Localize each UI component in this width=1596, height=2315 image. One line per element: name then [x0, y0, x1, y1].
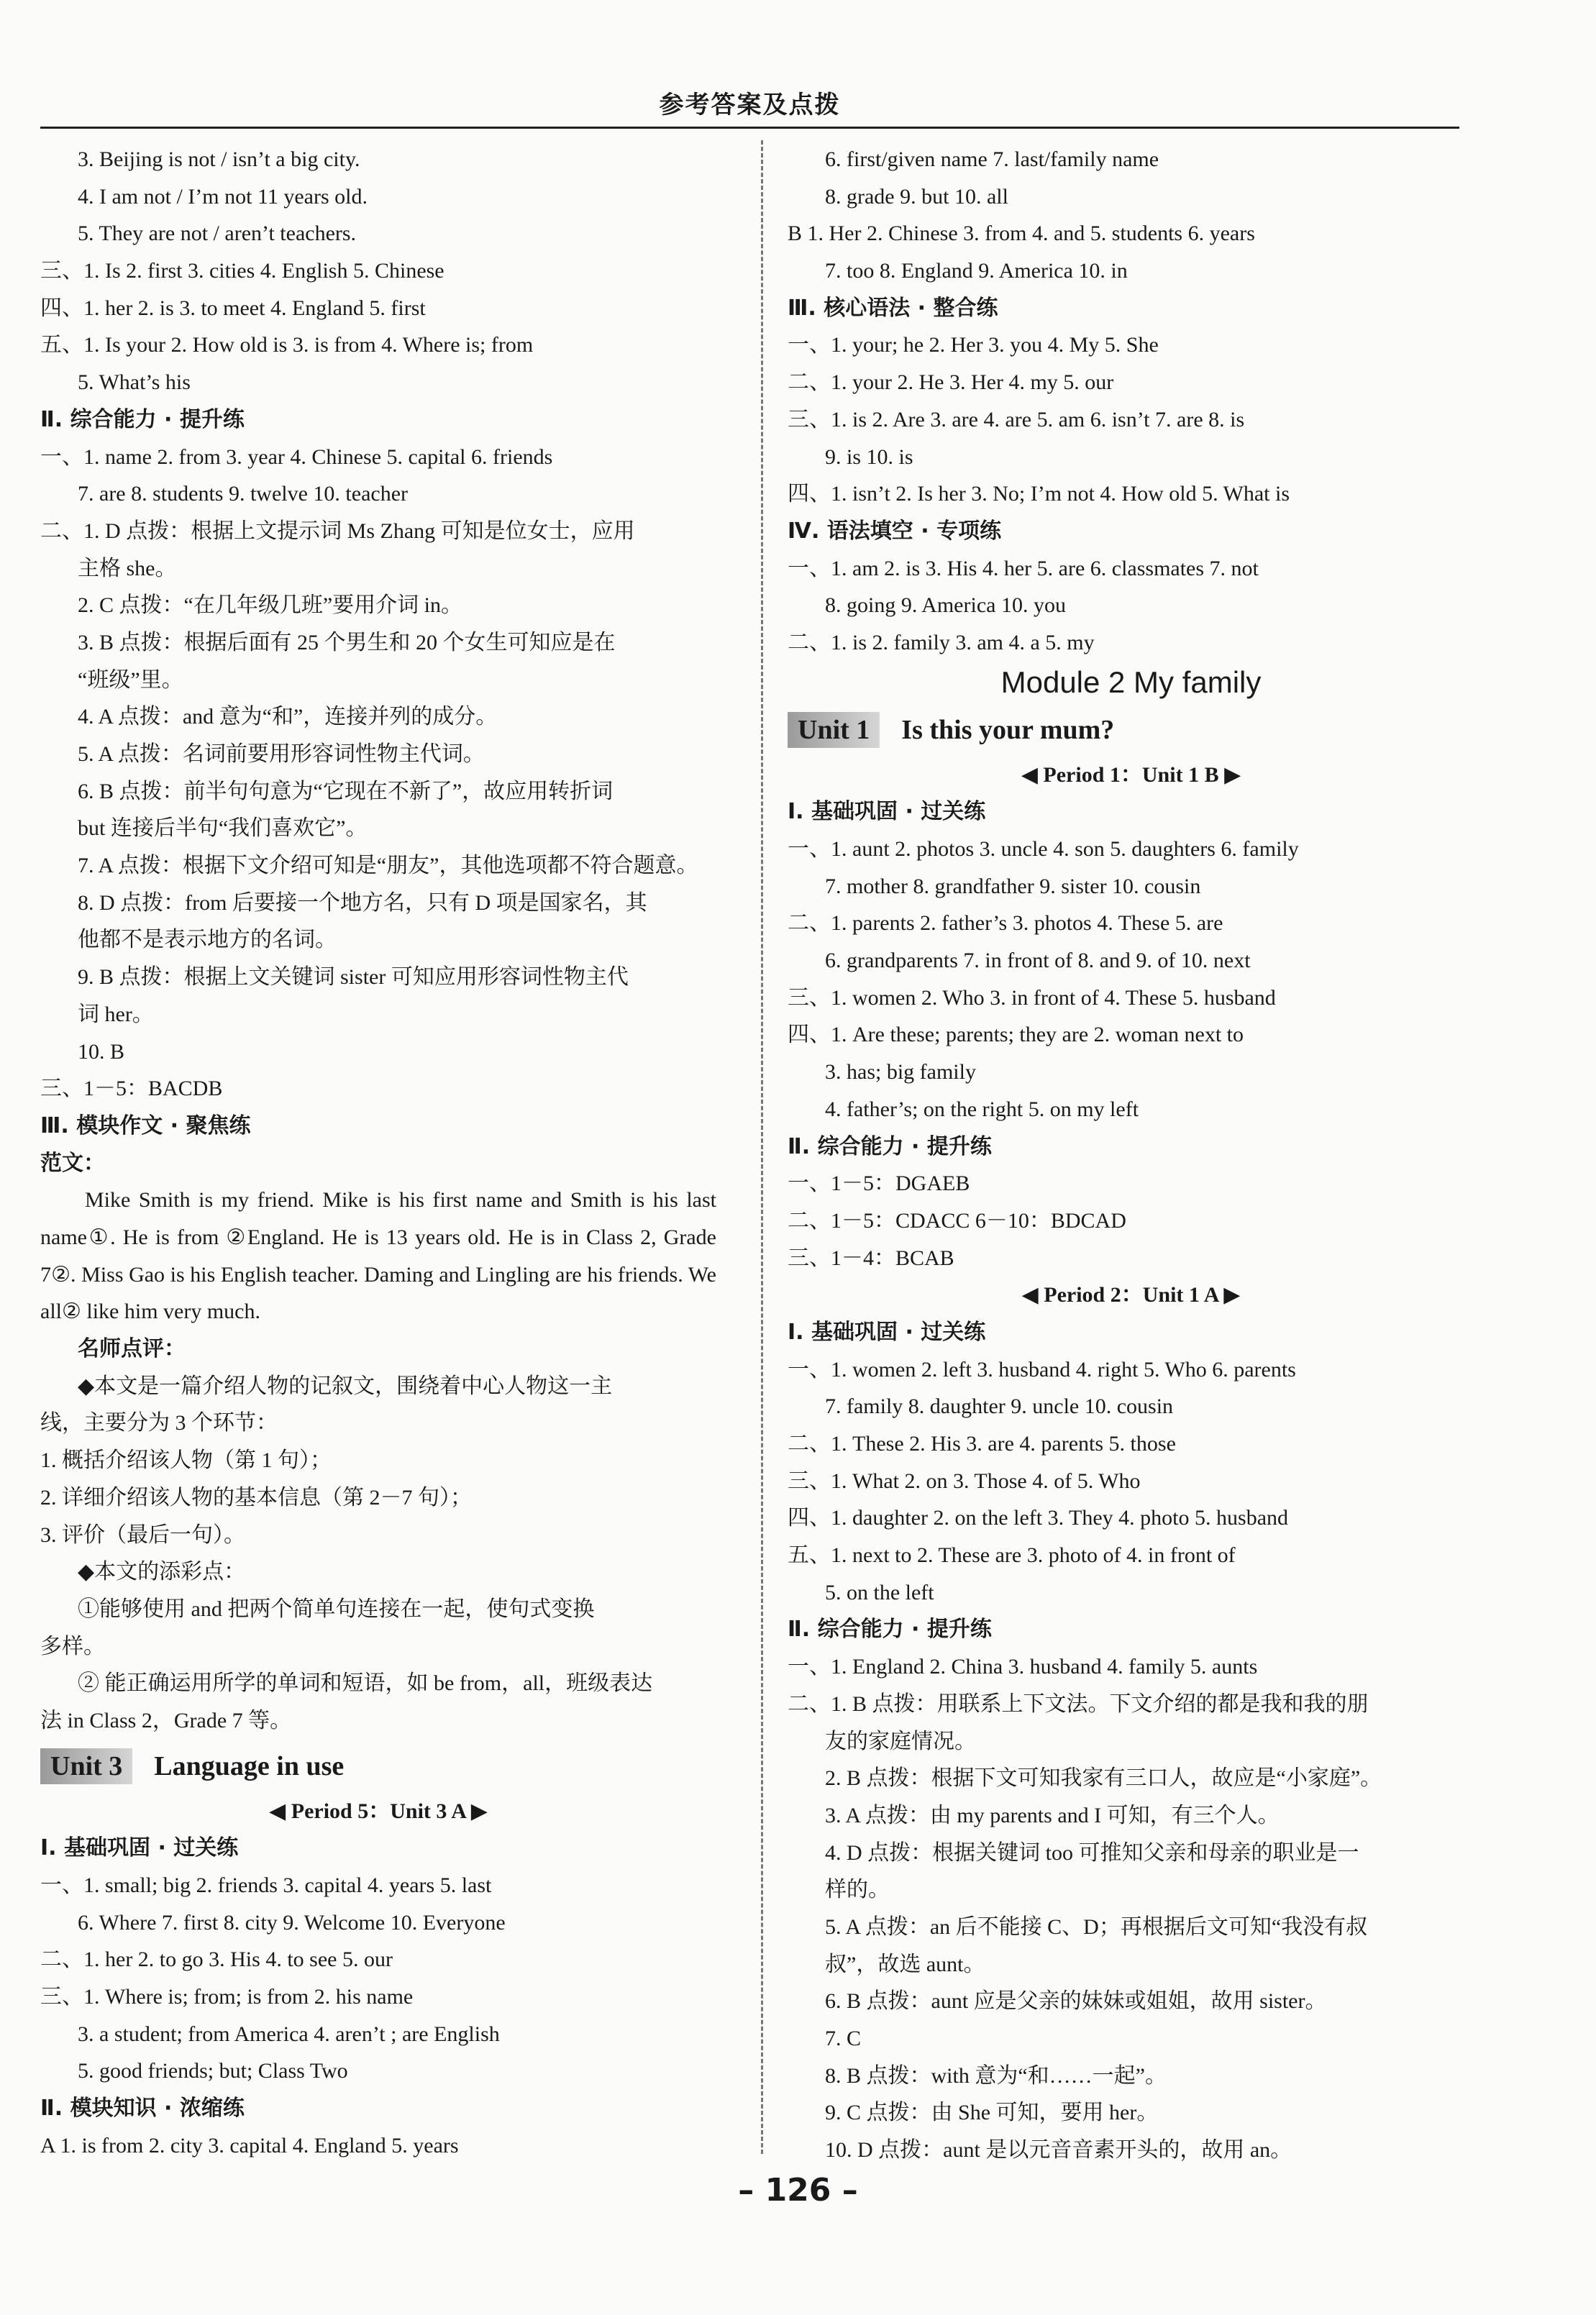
right2-line: 二、1. B 点拨：用联系上下文法。下文介绍的都是我和我的朋	[788, 1691, 1369, 1716]
left-line: 6. B 点拨：前半句句意为“它现在不新了”，故应用转折词	[78, 779, 614, 803]
right-line: Ⅳ. 语法填空 · 专项练	[788, 518, 1002, 544]
right2-line: ◀ Period 1：Unit 1 B ▶	[1021, 762, 1241, 787]
right-line: 6. first/given name 7. last/family name	[825, 147, 1159, 171]
unit3-heading	[40, 1740, 716, 1793]
left-line: 9. B 点拨：根据上文关键词 sister 可知应用形容词性物主代	[78, 965, 629, 990]
right2-line: 7. family 8. daughter 9. uncle 10. cousin	[825, 1394, 1174, 1419]
left-line: 五、1. Is your 2. How old is 3. is from 4. Where is; from	[40, 333, 534, 357]
page-header	[40, 85, 1459, 129]
left2-line: ◆本文是一篇介绍人物的记叙文，围绕着中心人物这一主	[78, 1374, 613, 1398]
left-line: 5. They are not / aren’t teachers.	[78, 222, 357, 246]
right2-line: 二、1. These 2. His 3. are 4. parents 5. those	[788, 1432, 1176, 1456]
right2-line: 4. D 点拨：根据关键词 too 可推知父亲和母亲的职业是一	[825, 1840, 1359, 1865]
right2-line: 三、1－4：BCAB	[788, 1246, 954, 1270]
left-block-2	[40, 1330, 716, 1740]
right2-line: 3. A 点拨：由 my parents and I 可知，有三个人。	[825, 1803, 1280, 1827]
left2-line: ①能够使用 and 把两个简单句连接在一起，使句式变换	[78, 1597, 595, 1621]
right2-line: 7. C	[825, 2027, 862, 2050]
right-line: 7. too 8. England 9. America 10. in	[825, 259, 1128, 283]
left-line: Ⅲ. 模块作文 · 聚焦练	[40, 1113, 251, 1138]
left-line: 二、1. D 点拨：根据上文提示词 Ms Zhang 可知是位女士，应用	[40, 519, 635, 543]
left-block-1	[40, 141, 716, 1182]
left-column	[40, 141, 716, 2165]
left2-line: 1. 概括介绍该人物（第 1 句）；	[40, 1448, 332, 1473]
right2-line: 6. grandparents 7. in front of 8. and 9. of 10. next	[825, 949, 1251, 973]
right2-line: 三、1. What 2. on 3. Those 4. of 5. Who	[788, 1469, 1141, 1493]
left-line: 7. are 8. students 9. twelve 10. teacher	[78, 482, 409, 506]
left3-line: 三、1. Where is; from; is from 2. his name	[40, 1985, 414, 2009]
unit-title: Is this your mum?	[901, 714, 1115, 745]
right-line: 8. going 9. America 10. you	[825, 593, 1066, 618]
right-block-1	[788, 141, 1474, 662]
left-line: 三、1. Is 2. first 3. cities 4. English 5. Chinese	[40, 259, 444, 283]
left2-line: 3. 评价（最后一句）。	[40, 1522, 245, 1547]
right-line: 8. grade 9. but 10. all	[825, 184, 1008, 209]
right2-line: Ⅰ. 基础巩固 · 过关练	[788, 799, 986, 825]
right2-line: Ⅱ. 综合能力 · 提升练	[788, 1617, 992, 1643]
left-line: 四、1. her 2. is 3. to meet 4. England 5. first	[40, 296, 426, 320]
right-line: 一、1. am 2. is 3. His 4. her 5. are 6. classmates 7. not	[788, 556, 1259, 580]
left-line: “班级”里。	[78, 667, 183, 692]
right2-line: 二、1. parents 2. father’s 3. photos 4. These 5. are	[788, 911, 1223, 936]
right2-line: 友的家庭情况。	[825, 1729, 976, 1753]
left2-line: 线，主要分为 3 个环节：	[40, 1411, 278, 1435]
right-line: 一、1. your; he 2. Her 3. you 4. My 5. She	[788, 333, 1159, 357]
left-line: 8. D 点拨：from 后要接一个地方名，只有 D 项是国家名，其	[78, 890, 647, 915]
right2-line: 2. B 点拨：根据下文可知我家有三口人，故应是“小家庭”。	[825, 1766, 1382, 1791]
page-number: – 126 –	[738, 2172, 858, 2209]
left-line: 3. Beijing is not / isn’t a big city.	[78, 147, 360, 171]
left3-line: 二、1. her 2. to go 3. His 4. to see 5. our	[40, 1948, 393, 1972]
left3-line: ◀ Period 5：Unit 3 A ▶	[269, 1799, 488, 1823]
left3-line: 3. a student; from America 4. aren’t ; are English	[78, 2022, 500, 2046]
left2-line: 2. 详细介绍该人物的基本信息（第 2－7 句）；	[40, 1485, 472, 1510]
left-line: 10. B	[78, 1039, 125, 1064]
model-essay: Mike Smith is my friend. Mike is his first name and Smith is his last name①. He is from ②England. He is 13 years old. He is in Class 2, Grade 7②. Miss Gao is his English teacher. Daming and Lingling are his friends. We all② like him very much.	[40, 1188, 716, 1324]
left-line: Ⅱ. 综合能力 · 提升练	[40, 406, 245, 432]
left3-line: A 1. is from 2. city 3. capital 4. England 5. years	[40, 2133, 459, 2158]
header-title: 参考答案及点拨	[659, 91, 841, 119]
column-divider	[761, 140, 763, 2154]
right2-line: 6. B 点拨：aunt 应是父亲的妹妹或姐姐，故用 sister。	[825, 1989, 1327, 2014]
right-line: 三、1. is 2. Are 3. are 4. are 5. am 6. isn’t 7. are 8. is	[788, 407, 1245, 432]
left2-line: ② 能正确运用所学的单词和短语，如 be from，all，班级表达	[78, 1671, 653, 1696]
left3-line: Ⅱ. 模块知识 · 浓缩练	[40, 2096, 245, 2122]
right-line: Ⅲ. 核心语法 · 整合练	[788, 295, 998, 321]
right-line: 二、1. your 2. He 3. Her 4. my 5. our	[788, 370, 1114, 395]
right-line: B 1. Her 2. Chinese 3. from 4. and 5. students 6. years	[788, 222, 1255, 246]
right2-line: Ⅰ. 基础巩固 · 过关练	[788, 1319, 986, 1345]
right2-line: 四、1. Are these; parents; they are 2. woman next to	[788, 1023, 1244, 1047]
right2-line: Ⅱ. 综合能力 · 提升练	[788, 1133, 992, 1159]
right2-line: 样的。	[825, 1878, 890, 1902]
left3-line: 5. good friends; but; Class Two	[78, 2059, 348, 2083]
left2-line: 法 in Class 2，Grade 7 等。	[40, 1708, 292, 1732]
left-line: 5. A 点拨：名词前要用形容词性物主代词。	[78, 742, 485, 766]
left-line: but 连接后半句“我们喜欢它”。	[78, 816, 368, 841]
right2-line: 3. has; big family	[825, 1060, 976, 1085]
left-line: 词 her。	[78, 1002, 154, 1026]
right2-line: 三、1. women 2. Who 3. in front of 4. These 5. husband	[788, 985, 1276, 1010]
left-line: 4. A 点拨：and 意为“和”，连接并列的成分。	[78, 705, 498, 729]
right2-line: 5. A 点拨：an 后不能接 C、D；再根据后文可知“我没有叔	[825, 1914, 1368, 1939]
left-line: 范文：	[40, 1150, 105, 1176]
right-column	[788, 141, 1474, 2169]
right2-line: 四、1. daughter 2. on the left 3. They 4. photo 5. husband	[788, 1506, 1289, 1530]
left-line: 一、1. name 2. from 3. year 4. Chinese 5. capital 6. friends	[40, 444, 553, 469]
right-block-2	[788, 757, 1474, 2169]
module-title: Module 2 My family	[1000, 665, 1262, 699]
left-line: 主格 she。	[78, 556, 177, 580]
left2-line: 多样。	[40, 1634, 105, 1658]
unit-title: Language in use	[154, 1750, 345, 1781]
left-line: 2. C 点拨：“在几年级几班”要用介词 in。	[78, 593, 462, 618]
left-line: 5. What’s his	[78, 370, 191, 395]
left2-line: 名师点评：	[78, 1336, 186, 1362]
right2-line: 4. father’s; on the right 5. on my left	[825, 1097, 1139, 1121]
unit1-heading	[788, 703, 1474, 757]
left-line: 4. I am not / I’m not 11 years old.	[78, 184, 368, 209]
left3-line: Ⅰ. 基础巩固 · 过关练	[40, 1835, 239, 1861]
left3-line: 一、1. small; big 2. friends 3. capital 4. years 5. last	[40, 1873, 492, 1897]
left2-line: ◆本文的添彩点：	[78, 1560, 246, 1584]
right2-line: 一、1－5：DGAEB	[788, 1172, 970, 1196]
right-line: 四、1. isn’t 2. Is her 3. No; I’m not 4. How old 5. What is	[788, 482, 1290, 506]
unit-badge: Unit 1	[788, 712, 880, 748]
right-line: 9. is 10. is	[825, 444, 913, 469]
left-line: 他都不是表示地方的名词。	[78, 928, 337, 952]
right2-line: 五、1. next to 2. These are 3. photo of 4. in front of	[788, 1543, 1236, 1568]
right2-line: 一、1. England 2. China 3. husband 4. family 5. aunts	[788, 1655, 1258, 1679]
right2-line: ◀ Period 2：Unit 1 A ▶	[1021, 1283, 1241, 1307]
right2-line: 二、1－5：CDACC 6－10：BDCAD	[788, 1208, 1126, 1233]
right2-line: 一、1. aunt 2. photos 3. uncle 4. son 5. daughters 6. family	[788, 837, 1299, 861]
left3-line: 6. Where 7. first 8. city 9. Welcome 10. Everyone	[78, 1910, 506, 1935]
left-line: 三、1－5：BACDB	[40, 1077, 223, 1101]
left-block-3	[40, 1793, 716, 2165]
right2-line: 7. mother 8. grandfather 9. sister 10. cousin	[825, 874, 1201, 898]
right2-line: 10. D 点拨：aunt 是以元音音素开头的，故用 an。	[825, 2138, 1292, 2163]
unit-badge: Unit 3	[40, 1748, 132, 1784]
left-line: 7. A 点拨：根据下文介绍可知是“朋友”，其他选项都不符合题意。	[78, 854, 698, 878]
right2-line: 8. B 点拨：with 意为“和……一起”。	[825, 2063, 1167, 2088]
right2-line: 9. C 点拨：由 She 可知，要用 her。	[825, 2101, 1159, 2125]
left-line: 3. B 点拨：根据后面有 25 个男生和 20 个女生可知应是在	[78, 630, 616, 654]
right-line: 二、1. is 2. family 3. am 4. a 5. my	[788, 630, 1095, 654]
right2-line: 叔”，故选 aunt。	[825, 1952, 985, 1976]
right2-line: 一、1. women 2. left 3. husband 4. right 5. Who 6. parents	[788, 1357, 1296, 1382]
right2-line: 5. on the left	[825, 1580, 934, 1604]
